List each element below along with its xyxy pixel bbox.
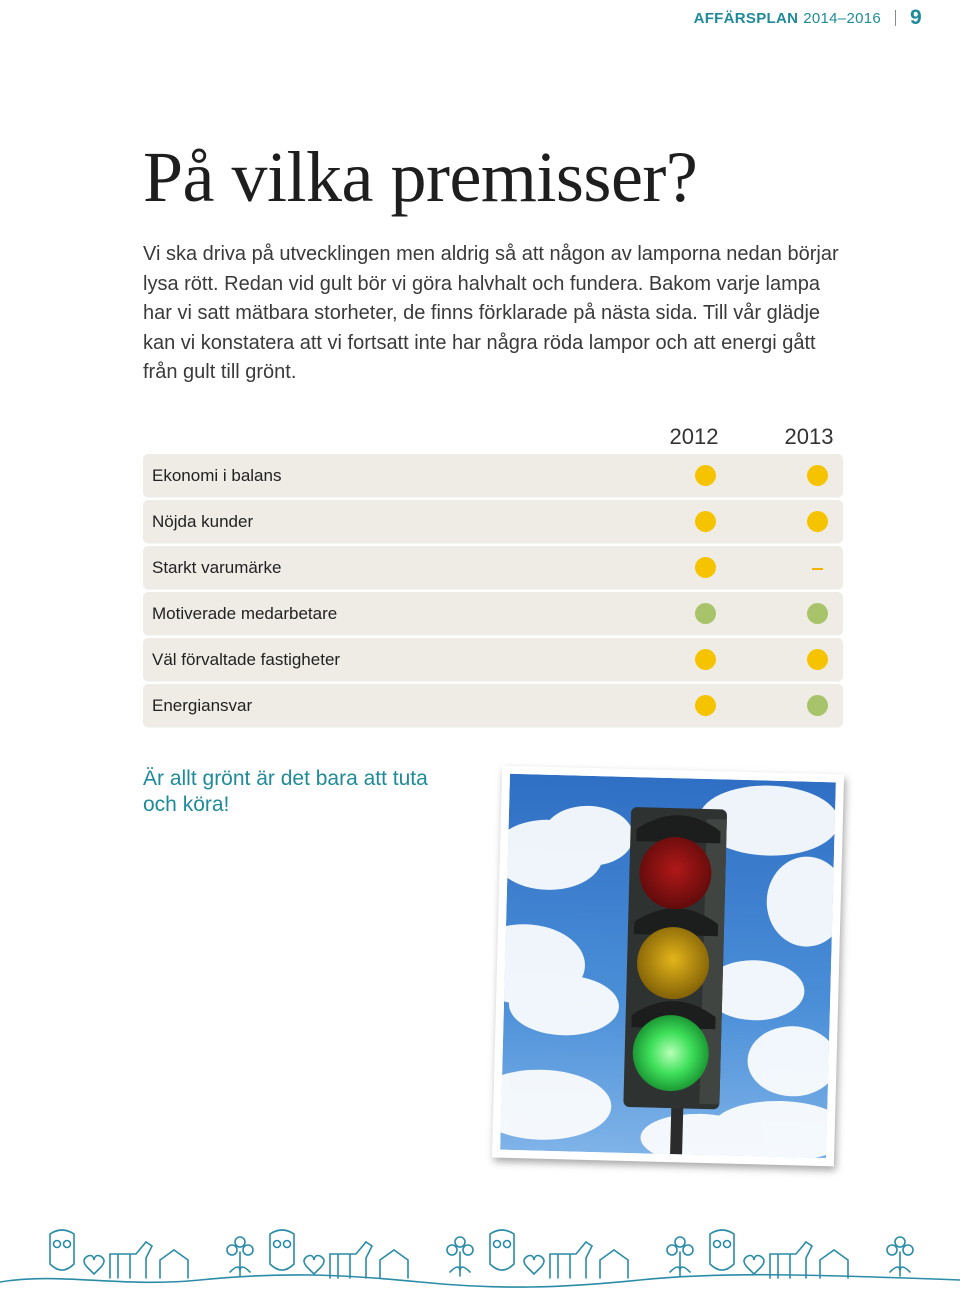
- status-lamp-icon: [695, 695, 716, 716]
- page-header: [694, 4, 922, 32]
- year-header-2012: 2012: [669, 424, 719, 449]
- page-number: 9: [910, 6, 922, 29]
- row-label: Ekonomi i balans: [152, 466, 282, 485]
- status-lamp-icon: [807, 649, 828, 670]
- status-table: [143, 454, 843, 730]
- status-lamp-icon: [695, 603, 716, 624]
- row-label: Energiansvar: [152, 696, 253, 715]
- traffic-light-icon: [500, 774, 836, 1158]
- year-headers: [0, 424, 960, 452]
- intro-paragraph: Vi ska driva på utvecklingen men aldrig så att någon av lamporna nedan börjar lysa rött. Redan vid gult bör vi göra halvhalt och fundera. Bakom varje lampa har vi satt mätbara storheter, de finns förklarade på nästa sida. Till vår glädje kan vi konstatera att vi fortsatt inte har några röda lampor och att energi gått från gult till grönt.: [143, 243, 839, 383]
- header-brand: AFFÄRSPLAN: [693, 9, 799, 27]
- status-lamp-icon: [807, 603, 828, 624]
- row-label: Motiverade medarbetare: [152, 604, 338, 623]
- row-label: Starkt varumärke: [152, 558, 282, 577]
- decorative-border-icon: [0, 1222, 960, 1293]
- row-label: Nöjda kunder: [152, 512, 254, 531]
- traffic-light-photo: [492, 766, 844, 1167]
- table-row: [143, 592, 843, 635]
- status-lamp-icon: [807, 465, 828, 486]
- year-header-2013: 2013: [784, 424, 834, 449]
- table-row: [143, 454, 843, 497]
- header-divider: [895, 10, 896, 26]
- status-lamp-icon: [695, 649, 716, 670]
- status-lamp-icon: [807, 695, 828, 716]
- status-lamp-icon: [807, 511, 828, 532]
- table-row: [143, 546, 843, 589]
- page-title: På vilka premisser?: [143, 137, 698, 217]
- table-row: [143, 684, 843, 727]
- row-label: Väl förvaltade fastigheter: [152, 650, 341, 669]
- callout-text: Är allt grönt är det bara att tuta och köra!: [143, 767, 428, 816]
- status-lamp-icon: [695, 557, 716, 578]
- table-row: [143, 500, 843, 543]
- no-value-dash: [812, 568, 823, 570]
- table-row: [143, 638, 843, 681]
- status-lamp-icon: [695, 465, 716, 486]
- header-years: 2014–2016: [803, 9, 882, 27]
- status-lamp-icon: [695, 511, 716, 532]
